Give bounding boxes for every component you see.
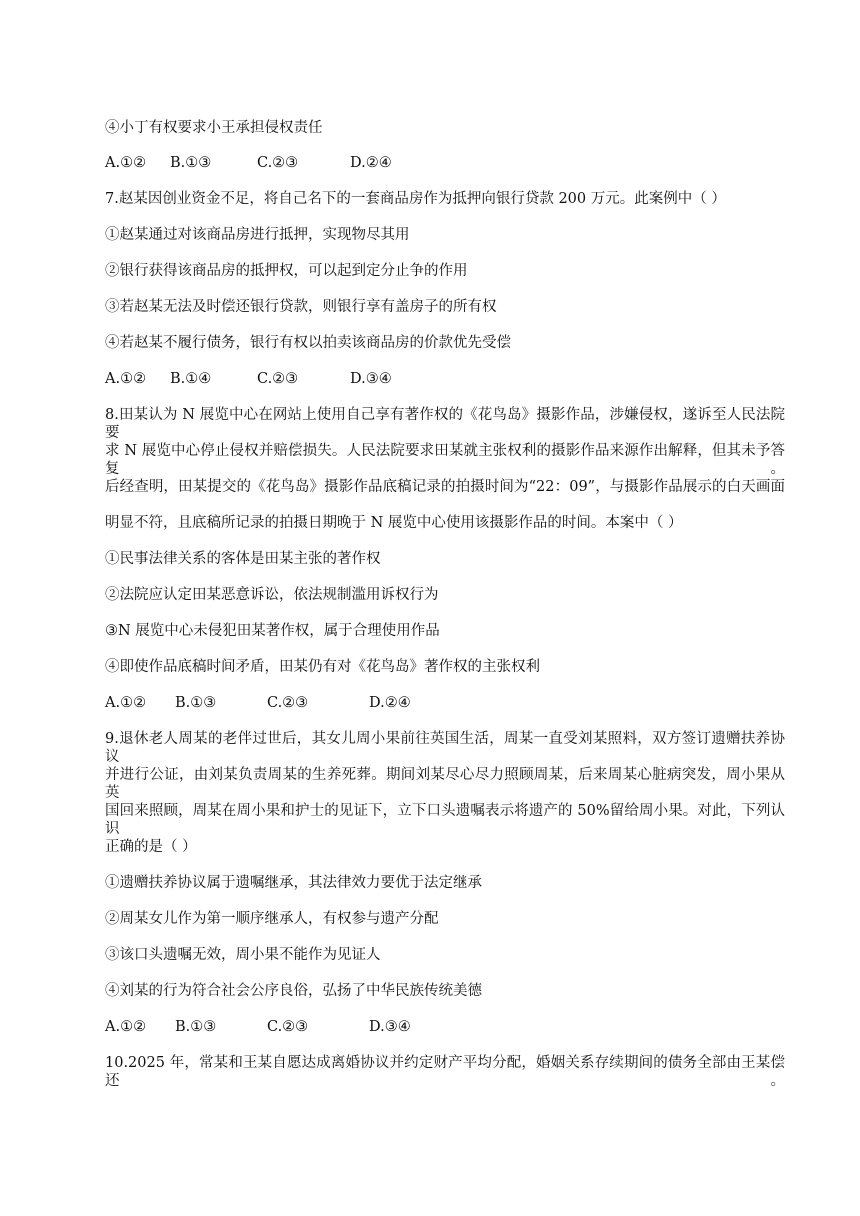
q6-options xyxy=(105,154,785,172)
q8-statement-1: ①民事法律关系的客体是田某主张的著作权 xyxy=(105,551,381,567)
q7-statement-4: ④若赵某不履行债务，银行有权以拍卖该商品房的价款优先受偿 xyxy=(105,335,511,351)
q6-option-b: B.①③ xyxy=(170,155,212,171)
q9-statement-4: ④刘某的行为符合社会公序良俗，弘扬了中华民族传统美德 xyxy=(105,983,482,999)
q8-option-d: D.②④ xyxy=(369,695,411,711)
q9-statement-3: ③该口头遗嘱无效，周小果不能作为见证人 xyxy=(105,947,381,963)
q6-statement-4: ④小丁有权要求小王承担侵权责任 xyxy=(105,120,323,136)
q7-option-a: A.①② xyxy=(105,371,147,387)
q7-option-c: C.②③ xyxy=(257,371,299,387)
q7-statement-2: ②银行获得该商品房的抵押权，可以起到定分止争的作用 xyxy=(105,263,468,279)
q8-stem-line-3: 后经查明，田某提交的《花鸟岛》摄影作品底稿记录的拍摄时间为“22：09”，与摄影作品展示的白天画面 xyxy=(105,479,785,495)
q8-option-a: A.①② xyxy=(105,695,147,711)
q7-option-b: B.①④ xyxy=(170,371,212,387)
q9-stem-line-3: 国回来照顾，周某在周小果和护士的见证下，立下口头遗嘱表示将遗产的 50%留给周小果。对此，下列认识 xyxy=(105,803,785,837)
q7-statement-3: ③若赵某无法及时偿还银行贷款，则银行享有盖房子的所有权 xyxy=(105,299,497,315)
q8-stem-line-1: 8.田某认为 N 展览中心在网站上使用自己享有著作权的《花鸟岛》摄影作品，涉嫌侵权，遂诉至人民法院要 xyxy=(105,407,785,441)
q9-stem-line-1: 9.退休老人周某的老伴过世后，其女儿周小果前往英国生活，周某一直受刘某照料，双方签订遗赠扶养协议 xyxy=(105,731,785,765)
q8-options xyxy=(105,694,785,712)
q8-option-b: B.①③ xyxy=(175,695,217,711)
q9-options xyxy=(105,1018,785,1036)
q10-stem-line-1: 10.2025 年，常某和王某自愿达成离婚协议并约定财产平均分配，婚姻关系存续期间的债务全部由王某偿还。 xyxy=(105,1055,785,1089)
q8-statement-3: ③N 展览中心未侵犯田某著作权，属于合理使用作品 xyxy=(105,623,440,639)
q9-stem-line-2: 并进行公证，由刘某负责周某的生养死葬。期间刘某尽心尽力照顾周某，后来周某心脏病突发，周小果从英 xyxy=(105,767,785,801)
q8-statement-4: ④即使作品底稿时间矛盾，田某仍有对《花鸟岛》著作权的主张权利 xyxy=(105,659,540,675)
q9-option-c: C.②③ xyxy=(267,1019,309,1035)
q8-statement-2: ②法院应认定田某恶意诉讼，依法规制滥用诉权行为 xyxy=(105,587,439,603)
q8-stem-line-4: 明显不符，且底稿所记录的拍摄日期晚于 N 展览中心使用该摄影作品的时间。本案中（ ） xyxy=(105,515,683,531)
q9-statement-1: ①遗赠扶养协议属于遗嘱继承，其法律效力要优于法定继承 xyxy=(105,875,482,891)
q7-statement-1: ①赵某通过对该商品房进行抵押，实现物尽其用 xyxy=(105,227,410,243)
q9-option-d: D.③④ xyxy=(369,1019,411,1035)
q7-option-d: D.③④ xyxy=(350,371,392,387)
q9-option-b: B.①③ xyxy=(175,1019,217,1035)
q9-stem-line-4: 正确的是（ ） xyxy=(105,839,197,855)
q7-options xyxy=(105,370,785,388)
q8-stem-line-2: 求 N 展览中心停止侵权并赔偿损失。人民法院要求田某就主张权利的摄影作品来源作出解释，但其未予答复。 xyxy=(105,443,785,477)
q8-option-c: C.②③ xyxy=(267,695,309,711)
q7-stem: 7.赵某因创业资金不足，将自己名下的一套商品房作为抵押向银行贷款 200 万元。此案例中（ ） xyxy=(105,191,726,207)
q6-option-a: A.①② xyxy=(105,155,147,171)
q9-option-a: A.①② xyxy=(105,1019,147,1035)
q9-statement-2: ②周某女儿作为第一顺序继承人，有权参与遗产分配 xyxy=(105,911,439,927)
q6-option-c: C.②③ xyxy=(257,155,299,171)
q6-option-d: D.②④ xyxy=(350,155,392,171)
